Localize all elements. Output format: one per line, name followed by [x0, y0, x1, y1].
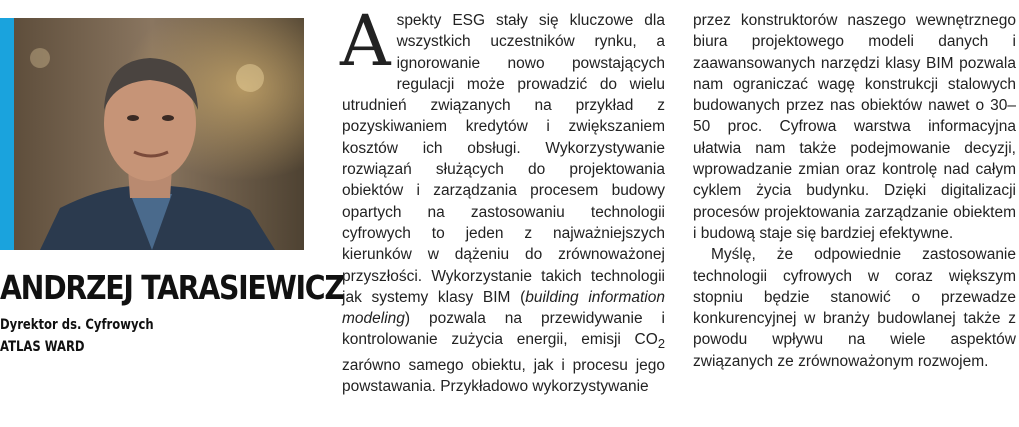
- drop-cap: A: [340, 0, 391, 82]
- paragraph-text: zarówno samego obiektu, jak i procesu jego powstawania. Przykładowo wykorzystywanie: [342, 356, 665, 396]
- italic-term: building information modeling: [342, 288, 665, 328]
- article-column-1: [340, 0, 665, 397]
- paragraph-text: spekty ESG stały się kluczowe dla wszystkich uczestników rynku, a ignorowanie nowo powstających regulacji może prowadzić do wielu utrudnień związanych na przykład z pozyskiwaniem kredytów i zwiększaniem kosztów ich obsługi. Wykorzystywanie rozwiązań służących do projektowania obiektów i zarządzania procesem budowy opartych na zastosowaniu technologii cyfrowych to jeden z najważniejszych kierunków w dążeniu do zrównoważonej przyszłości. Wykorzystanie takich technologii jak systemy klasy BIM (: [342, 12, 665, 306]
- subscript: 2: [657, 336, 665, 352]
- author-name: ANDRZEJ TARASIEWICZ: [0, 268, 344, 307]
- paragraph-text: ) pozwala na przewidywanie i kontrolowanie zużycia energii, emisji CO: [342, 310, 665, 349]
- article-paragraph: Myślę, że odpowiednie zastosowanie technologii cyfrowych w coraz większym stopniu będzie stanowić o przewadze konkurencyjnej w branży budowlanej także z powodu wpływu na wiele aspektów związanych ze zrównoważonym rozwojem.: [693, 246, 1016, 370]
- article-paragraph: przez konstruktorów naszego wewnętrznego biura projektowego modeli danych i zaawansowanych narzędzi klasy BIM pozwala nam ograniczać wagę konstrukcji stalowych budowanych przez nas obiektów nawet o 30–50 proc. Cyfrowa warstwa informacyjna ułatwia nam także podejmowanie decyzji, wprowadzanie zmian oraz kontrolę nad całym cyklem życia budynku. Dzięki digitalizacji procesów projektowania zarządzanie obiektem i budową staje się bardziej efektywne.: [693, 12, 1016, 242]
- article-column-2: [693, 10, 1016, 372]
- author-role: Dyrektor ds. Cyfrowych: [0, 317, 154, 333]
- portrait-image: [0, 18, 304, 250]
- author-photo: [0, 18, 304, 250]
- article-paragraph: [340, 0, 665, 397]
- author-company: ATLAS WARD: [0, 339, 85, 355]
- accent-bar: [0, 18, 14, 250]
